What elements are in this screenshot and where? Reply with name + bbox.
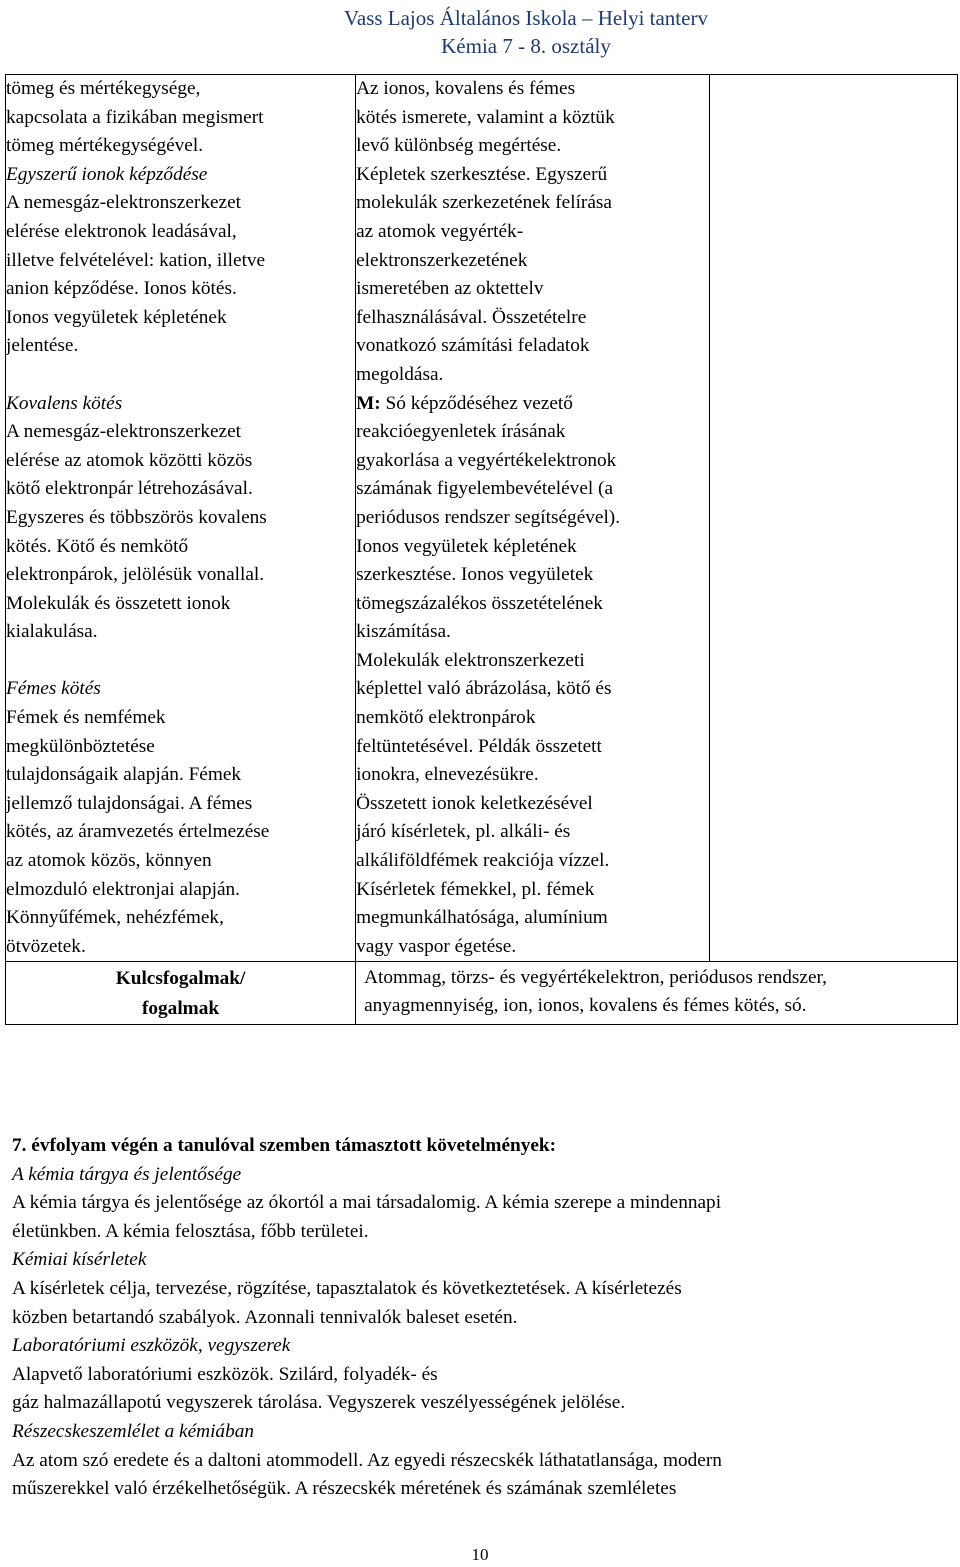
topic-line: elmozduló elektronjai alapján. xyxy=(6,878,240,900)
body-line: gáz halmazállapotú vegyszerek tárolása. Vegyszerek veszélyességének jelölése. xyxy=(12,1392,626,1414)
header-subject: Kémia 7 - 8. osztály xyxy=(441,34,611,58)
topic-line: kapcsolata a fizikában megismert xyxy=(6,106,264,128)
requirement-line: Képletek szerkesztése. Egyszerű xyxy=(356,163,608,185)
requirement-line: kiszámítása. xyxy=(356,621,451,643)
subsection-heading: A kémia tárgya és jelentősége xyxy=(12,1163,242,1185)
requirement-line xyxy=(356,390,709,419)
topic-line: az atomok közös, könnyen xyxy=(6,850,212,872)
topic-line: kialakulása. xyxy=(6,621,98,643)
key-concepts-label-line1: Kulcsfogalmak/ xyxy=(115,968,246,990)
requirement-line: Molekulák elektronszerkezeti xyxy=(356,649,585,671)
requirement-line-text: Só képződéséhez vezető xyxy=(380,392,573,414)
topic-line: kötő elektronpár létrehozásával. xyxy=(6,478,253,500)
subsection-heading: Részecskeszemlélet a kémiában xyxy=(12,1420,254,1442)
body-line: közben betartandó szabályok. Azonnali tennivalók baleset esetén. xyxy=(12,1306,518,1328)
requirement-line: ionokra, elnevezésükre. xyxy=(356,764,539,786)
topic-heading: Egyszerű ionok képződése xyxy=(6,163,208,185)
requirement-line: nemkötő elektronpárok xyxy=(356,707,536,729)
topic-line: jellemző tulajdonságai. A fémes xyxy=(6,792,253,814)
requirement-line: alkáliföldfémek reakciója vízzel. xyxy=(356,850,610,872)
requirement-marker: M: xyxy=(356,392,381,414)
requirement-line: levő különbség megértése. xyxy=(356,135,562,157)
curriculum-table xyxy=(5,74,958,1025)
requirement-line: reakcióegyenletek írásának xyxy=(356,421,566,443)
requirement-line: Összetett ionok keletkezésével xyxy=(356,792,593,814)
topic-line: elektronpárok, jelölésük vonallal. xyxy=(6,564,265,586)
requirement-line: elektronszerkezetének xyxy=(356,249,528,271)
content-row xyxy=(6,75,958,962)
body-line: A kísérletek célja, tervezése, rögzítése, tapasztalatok és következtetések. A kísérletezés xyxy=(12,1277,682,1299)
requirement-line: felhasználásával. Összetételre xyxy=(356,306,587,328)
notes-cell xyxy=(710,75,958,962)
requirement-line: Az ionos, kovalens és fémes xyxy=(356,78,576,99)
requirement-line: molekulák szerkezetének felírása xyxy=(356,192,612,214)
requirement-line: képlettel való ábrázolása, kötő és xyxy=(356,678,612,700)
topic-line: tömeg mértékegységével. xyxy=(6,135,204,157)
requirement-line: periódusos rendszer segítségével). xyxy=(356,506,621,528)
body-line: Az atom szó eredete és a daltoni atommodell. Az egyedi részecskék láthatatlansága, modern xyxy=(12,1449,722,1471)
requirement-line: megmunkálhatósága, alumínium xyxy=(356,907,608,929)
requirement-line: megoldása. xyxy=(356,363,444,385)
body-line: életünkben. A kémia felosztása, főbb területei. xyxy=(12,1220,369,1242)
requirement-line: gyakorlása a vegyértékelektronok xyxy=(356,449,617,471)
requirement-line: ismeretében az oktettelv xyxy=(356,278,544,300)
subsection-heading: Kémiai kísérletek xyxy=(12,1249,147,1271)
topic-heading: Kovalens kötés xyxy=(6,392,123,414)
body-line: Alapvető laboratóriumi eszközök. Szilárd, folyadék- és xyxy=(12,1363,438,1385)
topic-line xyxy=(6,647,355,676)
topic-line: ötvözetek. xyxy=(6,935,86,957)
section-title: 7. évfolyam végén a tanulóval szemben támasztott követelmények: xyxy=(12,1135,557,1156)
topic-line: elérése elektronok leadásával, xyxy=(6,220,237,242)
topic-line: kötés, az áramvezetés értelmezése xyxy=(6,821,270,843)
requirement-line: tömegszázalékos összetételének xyxy=(356,592,603,614)
key-concepts-line1: Atommag, törzs- és vegyértékelektron, periódusos rendszer, xyxy=(364,967,827,989)
requirement-line: Ionos vegyületek képletének xyxy=(356,535,577,557)
subsection-heading: Laboratóriumi eszközök, vegyszerek xyxy=(12,1335,291,1357)
topic-line: Egyszeres és többszörös kovalens xyxy=(6,506,267,528)
requirement-line: vonatkozó számítási feladatok xyxy=(356,335,590,357)
body-line: A kémia tárgya és jelentősége az ókortól a mai társadalomig. A kémia szerepe a mindennapi xyxy=(12,1192,722,1214)
requirement-line: szerkesztése. Ionos vegyületek xyxy=(356,564,594,586)
page-number: 10 xyxy=(471,1545,489,1564)
topic-line: anion képződése. Ionos kötés. xyxy=(6,278,237,300)
requirements-cell xyxy=(356,75,710,962)
topic-line: Könnyűfémek, nehézfémek, xyxy=(6,907,224,929)
key-concepts-label xyxy=(6,962,356,1025)
topic-line xyxy=(6,361,355,390)
topic-line: A nemesgáz-elektronszerkezet xyxy=(6,421,241,443)
header-school-title: Vass Lajos Általános Iskola – Helyi tanterv xyxy=(344,6,708,30)
requirement-line: járó kísérletek, pl. alkáli- és xyxy=(356,821,571,843)
key-concepts-row xyxy=(6,962,958,1025)
topic-line: megkülönböztetése xyxy=(6,735,155,757)
topic-line: Ionos vegyületek képletének xyxy=(6,306,227,328)
topic-heading: Fémes kötés xyxy=(6,678,101,700)
requirement-line: kötés ismerete, valamint a köztük xyxy=(356,106,615,128)
requirement-line: Kísérletek fémekkel, pl. fémek xyxy=(356,878,595,900)
requirement-line: számának figyelembevételével (a xyxy=(356,478,614,500)
topic-line: tulajdonságaik alapján. Fémek xyxy=(6,764,242,786)
topic-line: Molekulák és összetett ionok xyxy=(6,592,231,614)
topic-line: illetve felvételével: kation, illetve xyxy=(6,249,266,271)
topic-cell xyxy=(6,75,356,962)
topic-line: jelentése. xyxy=(6,335,79,357)
requirement-line: vagy vaspor égetése. xyxy=(356,935,517,957)
body-line: műszerekkel való érzékelhetőségük. A részecskék méretének és számának szemléletes xyxy=(12,1478,677,1500)
topic-line: kötés. Kötő és nemkötő xyxy=(6,535,189,557)
topic-line: tömeg és mértékegysége, xyxy=(6,78,201,99)
requirements-section xyxy=(12,1132,947,1504)
requirement-line: az atomok vegyérték- xyxy=(356,220,524,242)
key-concepts-label-line2: fogalmak xyxy=(141,998,220,1020)
topic-line: A nemesgáz-elektronszerkezet xyxy=(6,192,241,214)
topic-line: Fémek és nemfémek xyxy=(6,707,166,729)
page-header xyxy=(0,4,960,60)
requirement-line: feltüntetésével. Példák összetett xyxy=(356,735,602,757)
key-concepts-line2: anyagmennyiség, ion, ionos, kovalens és fémes kötés, só. xyxy=(364,995,807,1017)
topic-line: elérése az atomok közötti közös xyxy=(6,449,253,471)
key-concepts-text xyxy=(356,962,958,1025)
